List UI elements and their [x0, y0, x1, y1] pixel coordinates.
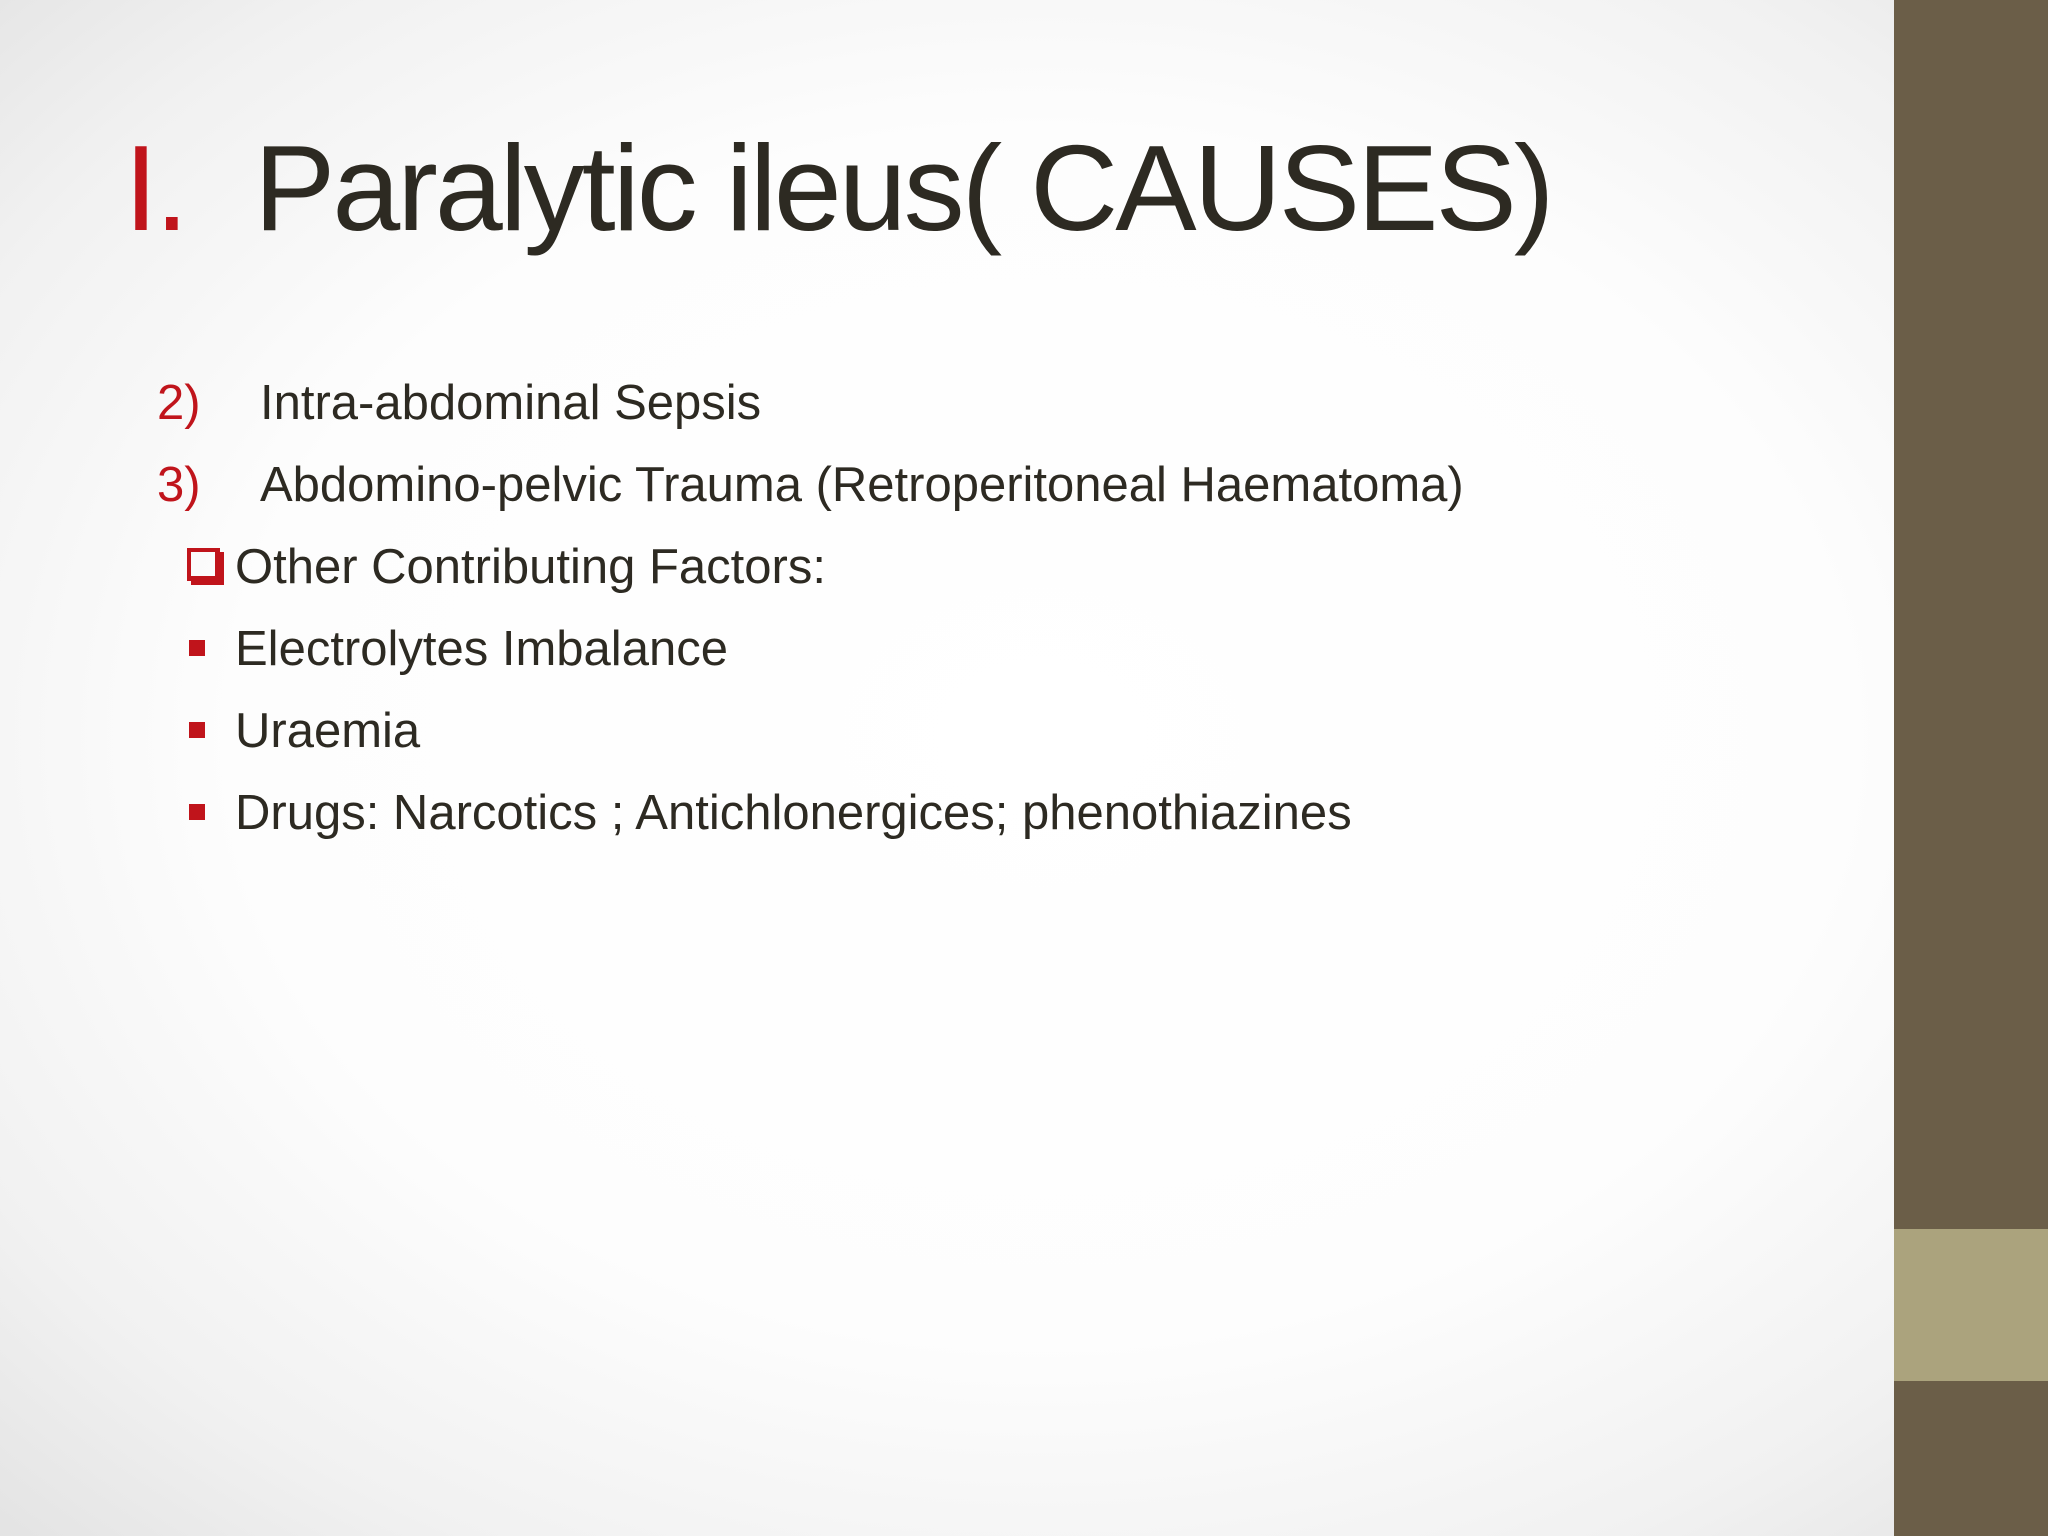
title-number: I. [124, 120, 186, 256]
square-bullet-icon [189, 804, 205, 820]
side-decor-accent [1894, 1229, 2048, 1381]
list-item [0, 783, 1800, 843]
list-item-numbered [0, 455, 1800, 515]
checkbox-bullet-icon [187, 548, 220, 581]
list-item [0, 701, 1800, 761]
subheading-text: Other Contributing Factors: [235, 540, 826, 594]
bullet-text: Drugs: Narcotics ; Antichlonergices; phenothiazines [235, 786, 1352, 840]
list-item-text: Abdomino-pelvic Trauma (Retroperitoneal Haematoma) [260, 458, 1464, 512]
list-item [0, 619, 1800, 679]
list-number: 2) [157, 376, 201, 430]
square-bullet-icon [189, 722, 205, 738]
bullet-text: Electrolytes Imbalance [235, 622, 728, 676]
slide-title [124, 118, 1551, 268]
title-text: Paralytic ileus( CAUSES) [254, 120, 1552, 256]
list-item-numbered [0, 373, 1800, 433]
square-bullet-icon [189, 640, 205, 656]
list-item-text: Intra-abdominal Sepsis [260, 376, 762, 430]
list-number: 3) [157, 458, 201, 512]
bullet-text: Uraemia [235, 704, 421, 758]
subheading [0, 537, 1800, 597]
